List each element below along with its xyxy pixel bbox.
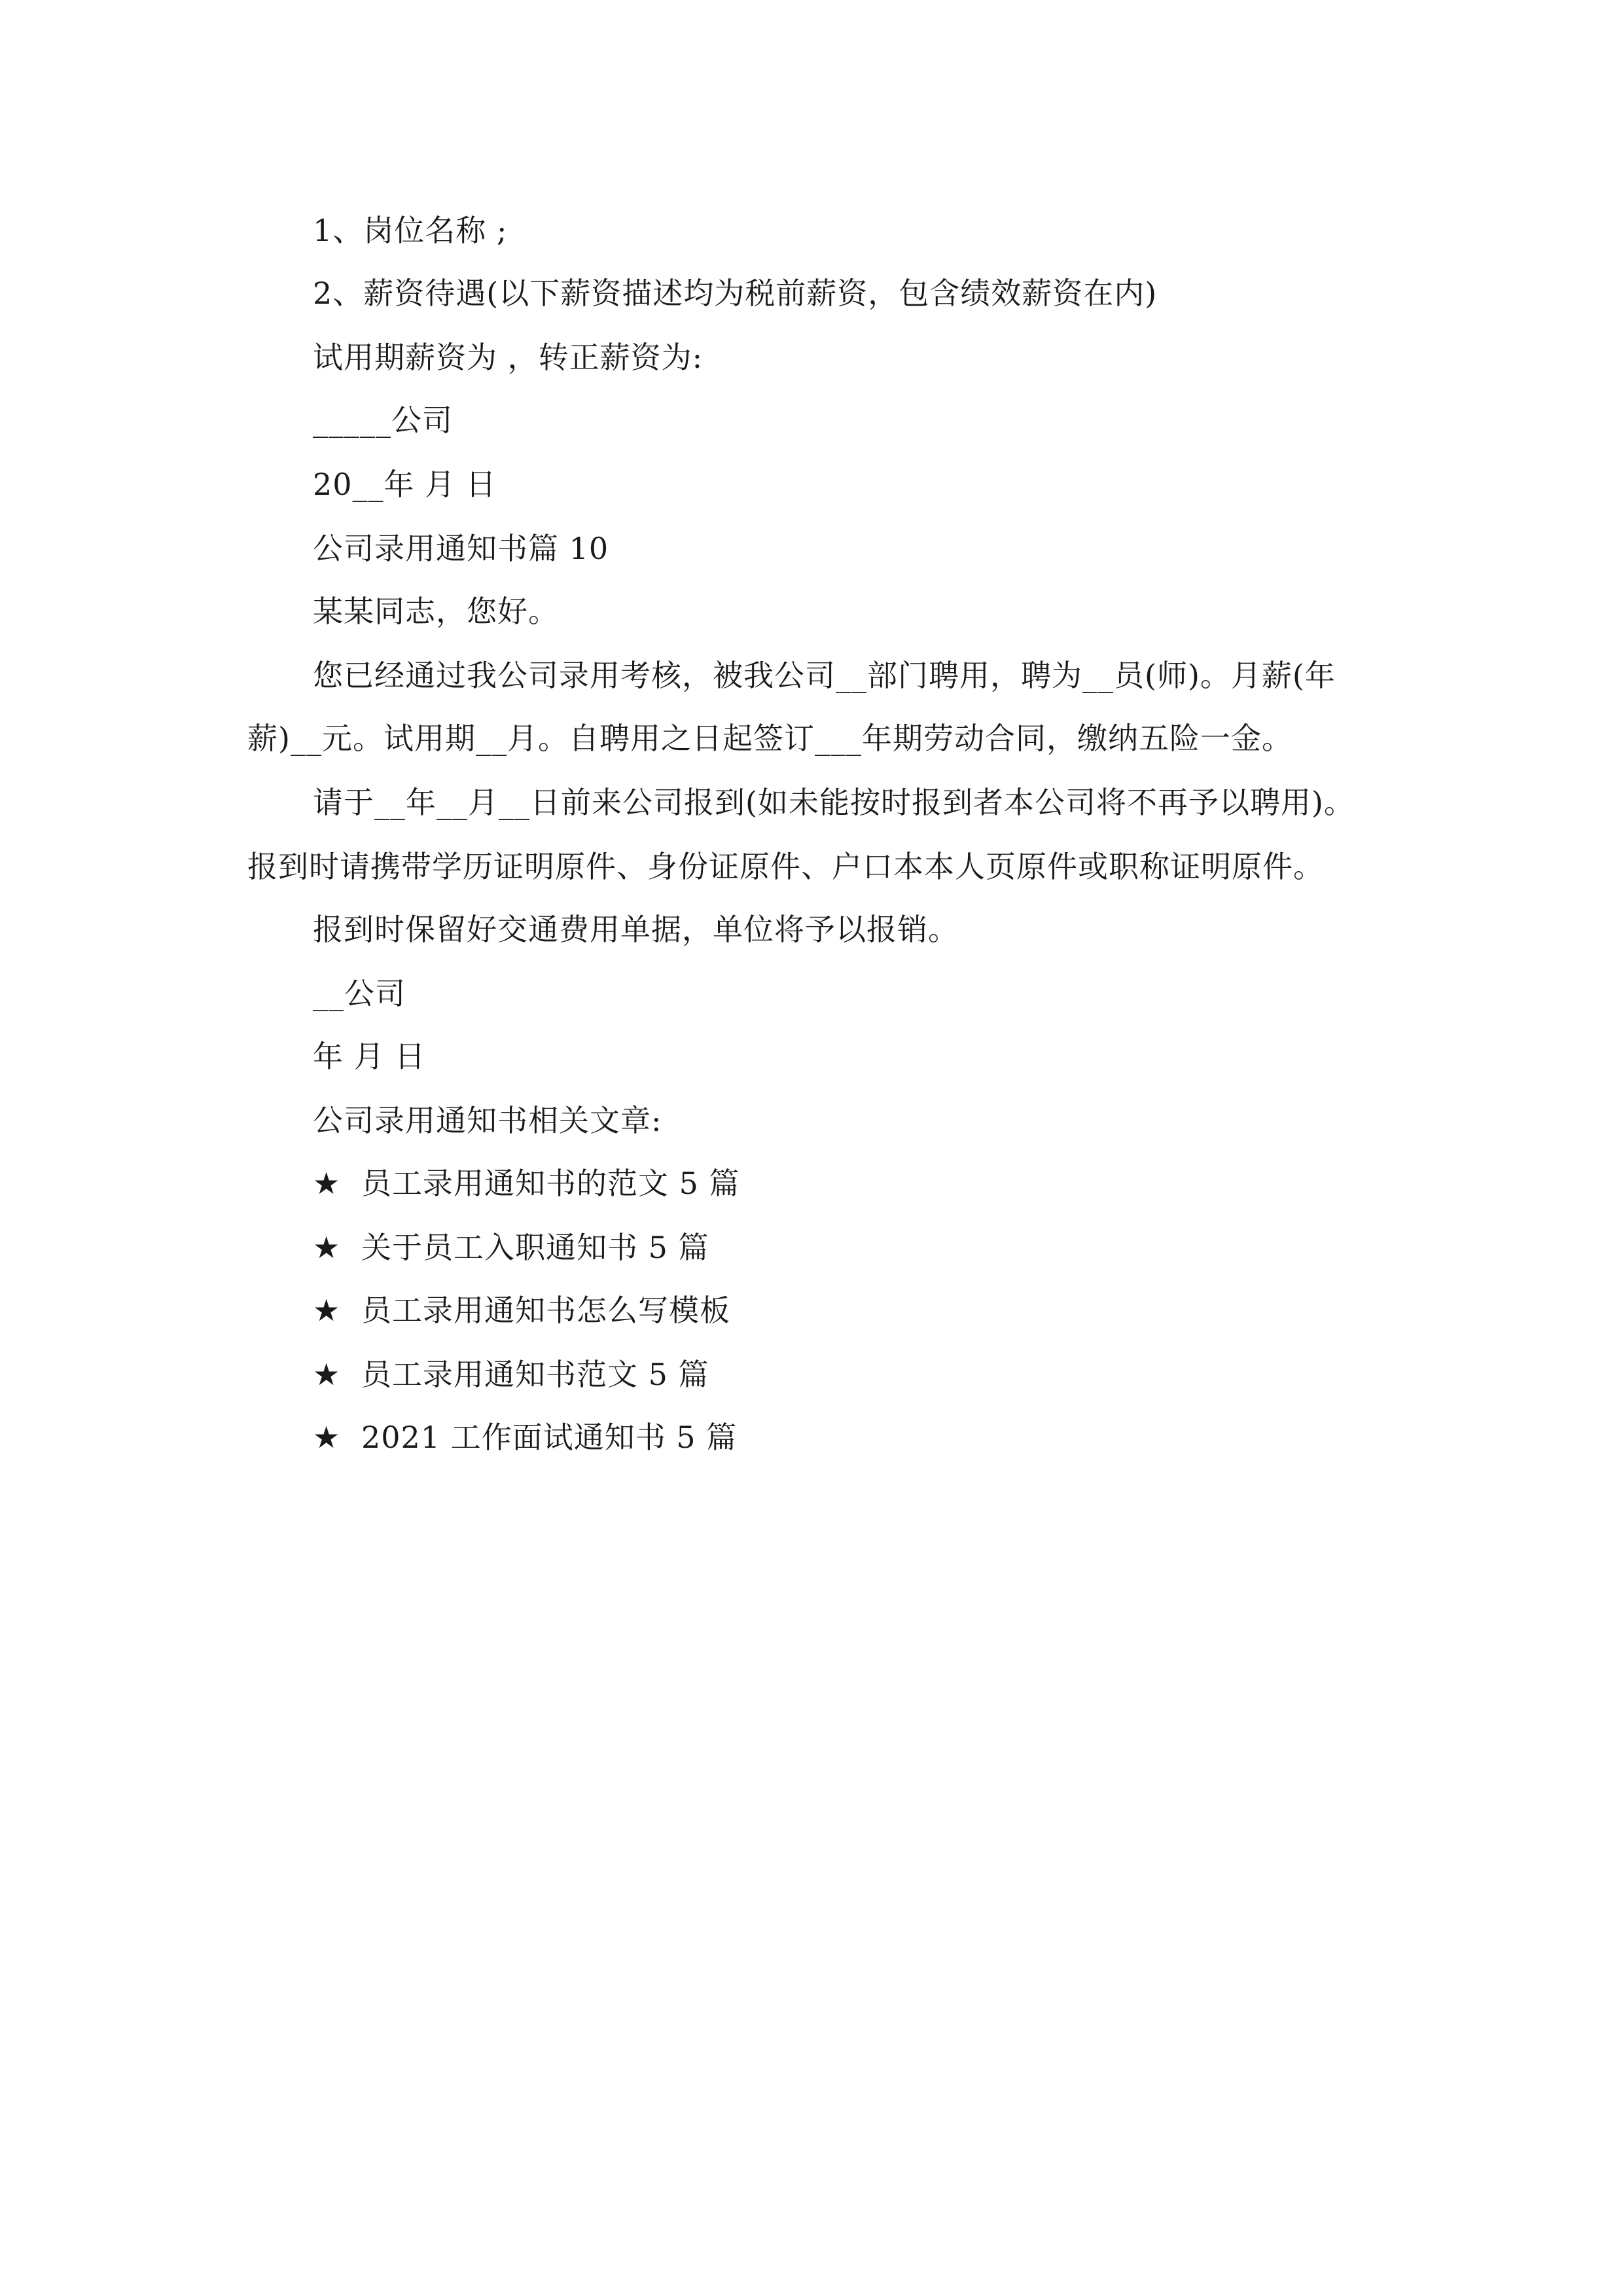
related-article-link[interactable] — [313, 1291, 730, 1330]
related-article-title[interactable]: 关于员工入职通知书 5 篇 — [361, 1230, 709, 1265]
star-icon: ★ — [313, 1166, 341, 1201]
related-article-link[interactable] — [313, 1228, 709, 1267]
related-article-title[interactable]: 员工录用通知书的范文 5 篇 — [361, 1166, 740, 1201]
greeting-line: 某某同志，您好。 — [313, 594, 559, 629]
star-icon: ★ — [313, 1420, 341, 1455]
related-article-link[interactable] — [313, 1164, 740, 1203]
paragraph-hire-line-1: 您已经通过我公司录用考核，被我公司__部门聘用，聘为__员(师)。月薪(年 — [313, 658, 1336, 693]
section-title: 公司录用通知书篇 10 — [313, 531, 609, 566]
company-signature-line-2: __公司 — [313, 976, 406, 1011]
star-icon: ★ — [313, 1230, 341, 1265]
related-article-title[interactable]: 员工录用通知书怎么写模板 — [361, 1293, 730, 1328]
star-icon: ★ — [313, 1357, 341, 1392]
related-articles-heading: 公司录用通知书相关文章: — [313, 1103, 662, 1138]
salary-heading-line: 2、薪资待遇(以下薪资描述均为税前薪资，包含绩效薪资在内) — [313, 276, 1158, 311]
probation-salary-line: 试用期薪资为 ，转正薪资为: — [313, 340, 704, 375]
star-icon: ★ — [313, 1293, 341, 1328]
date-line: 20__年 月 日 — [313, 467, 497, 502]
position-name-line: 1、岗位名称 ; — [313, 213, 508, 248]
paragraph-hire-line-2: 薪)__元。试用期__月。自聘用之日起签订___年期劳动合同，缴纳五险一金。 — [247, 721, 1293, 756]
reimbursement-line: 报到时保留好交通费用单据，单位将予以报销。 — [313, 912, 959, 947]
paragraph-report-line-2: 报到时请携带学历证明原件、身份证原件、户口本本人页原件或职称证明原件。 — [247, 849, 1324, 884]
company-signature-line: _____公司 — [313, 403, 453, 438]
related-article-link[interactable] — [313, 1355, 709, 1394]
related-article-title[interactable]: 2021 工作面试通知书 5 篇 — [361, 1420, 738, 1455]
related-article-title[interactable]: 员工录用通知书范文 5 篇 — [361, 1357, 709, 1392]
date-line-2: 年 月 日 — [313, 1039, 426, 1074]
paragraph-report-line-1: 请于__年__月__日前来公司报到(如未能按时报到者本公司将不再予以聘用)。 — [313, 785, 1355, 820]
related-article-link[interactable] — [313, 1418, 737, 1457]
